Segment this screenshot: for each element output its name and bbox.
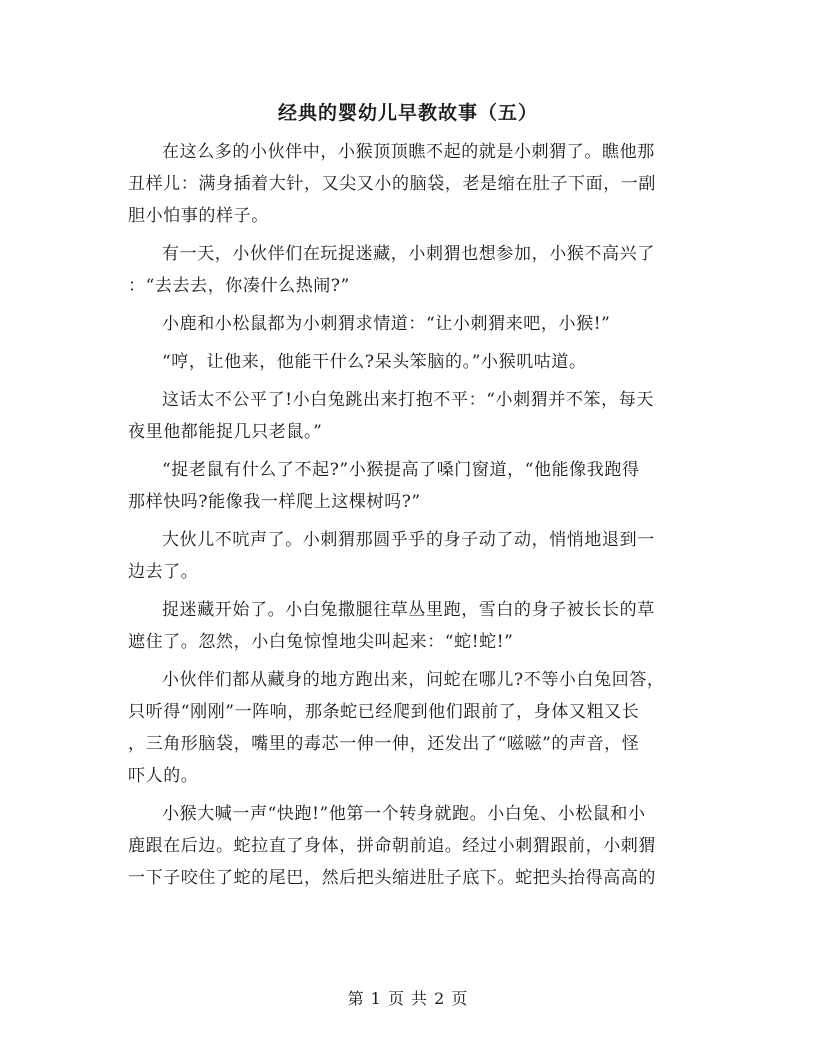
text-line: 捉迷藏开始了。小白兔撒腿往草丛里跑，雪白的身子被长长的草	[162, 600, 655, 620]
document-title: 经典的婴幼儿早教故事（五）	[277, 102, 538, 124]
text-line: 一下子咬住了蛇的尾巴，然后把头缩进肚子底下。蛇把头抬得高高的	[128, 868, 656, 888]
text-line: 遮住了。忽然，小白兔惊惶地尖叫起来：“蛇!蛇!”	[128, 632, 514, 652]
text-line: 小猴大喊一声“快跑!”他第一个转身就跑。小白兔、小松鼠和小	[162, 804, 646, 824]
text-line: 胆小怕事的样子。	[128, 206, 269, 226]
text-line: 大伙儿不吭声了。小刺猬那圆乎乎的身子动了动，悄悄地退到一	[162, 530, 655, 550]
text-line: 有一天，小伙伴们在玩捉迷藏，小刺猬也想参加，小猴不高兴了	[162, 244, 655, 264]
text-line: 在这么多的小伙伴中，小猴顶顶瞧不起的就是小刺猬了。瞧他那	[162, 142, 655, 162]
text-line: “哼，让他来，他能干什么?呆头笨脑的。”小猴叽咕道。	[162, 352, 587, 372]
text-line: 夜里他都能捉几只老鼠。”	[128, 422, 323, 442]
story-body	[128, 136, 692, 894]
text-line: ：“去去去，你凑什么热闹?”	[128, 276, 350, 296]
text-line: “捉老鼠有什么了不起?”小猴提高了嗓门窗道，“他能像我跑得	[162, 460, 640, 480]
text-line: ，三角形脑袋，嘴里的毒芯一伸一伸，还发出了“嗞嗞”的声音，怪	[128, 734, 640, 754]
text-line: 鹿跟在后边。蛇拉直了身体，拼命朝前追。经过小刺猬跟前，小刺猬	[128, 836, 656, 856]
text-line: 这话太不公平了!小白兔跳出来打抱不平：“小刺猬并不笨，每天	[162, 390, 654, 410]
text-line: 小鹿和小松鼠都为小刺猬求情道：“让小刺猬来吧，小猴!”	[162, 314, 611, 334]
page-number: 第 1 页 共 2 页	[347, 989, 469, 1008]
text-line: 丑样儿：满身插着大针，又尖又小的脑袋，老是缩在肚子下面，一副	[128, 174, 656, 194]
text-line: 那样快吗?能像我一样爬上这棵树吗?”	[128, 492, 421, 512]
text-line: 吓人的。	[128, 766, 199, 786]
text-line: 边去了。	[128, 562, 199, 582]
text-line: 只听得“刚刚”一阵响，那条蛇已经爬到他们跟前了，身体又粗又长	[128, 702, 640, 722]
text-line: 小伙伴们都从藏身的地方跑出来，问蛇在哪儿?不等小白兔回答，	[162, 670, 665, 690]
